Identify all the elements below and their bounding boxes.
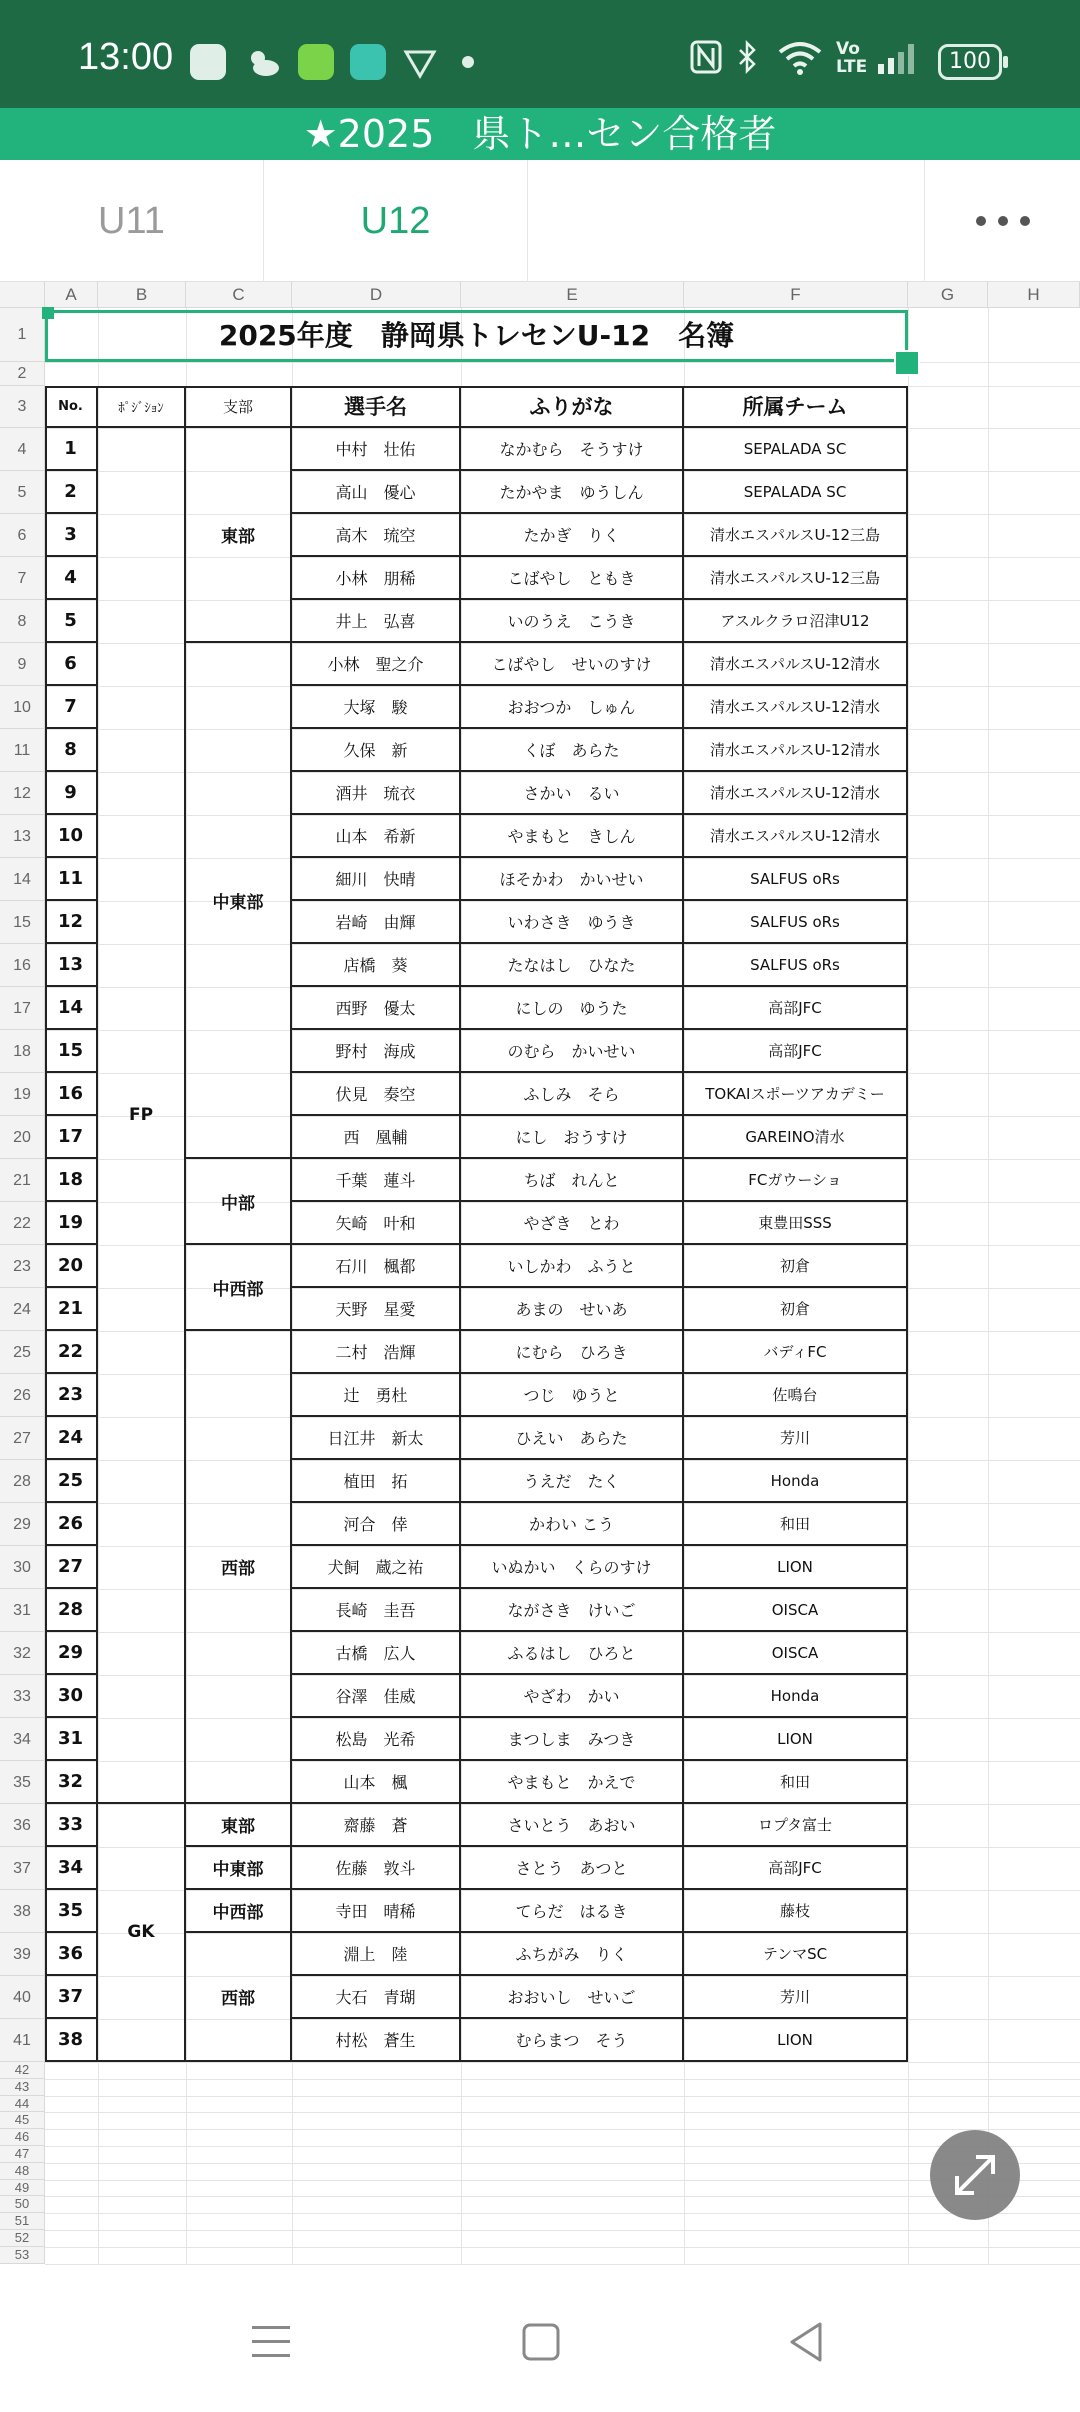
- player-name[interactable]: 山本 楓: [292, 1761, 461, 1804]
- player-team[interactable]: 清水エスパルスU-12三島: [684, 557, 908, 600]
- player-no[interactable]: 2: [45, 471, 98, 514]
- row-header[interactable]: 50: [0, 2196, 45, 2213]
- expand-icon: [930, 2130, 1020, 2220]
- player-name[interactable]: 千葉 蓮斗: [292, 1159, 461, 1202]
- player-team[interactable]: GAREINO清水: [684, 1116, 908, 1159]
- player-furigana[interactable]: たなはし ひなた: [461, 944, 684, 987]
- player-furigana[interactable]: にしの ゆうた: [461, 987, 684, 1030]
- header-team[interactable]: 所属チーム: [684, 386, 908, 428]
- player-no[interactable]: 24: [45, 1417, 98, 1460]
- player-team[interactable]: 高部JFC: [684, 987, 908, 1030]
- row-header[interactable]: 16: [0, 944, 45, 987]
- row-header[interactable]: 20: [0, 1116, 45, 1159]
- row-header[interactable]: 33: [0, 1675, 45, 1718]
- select-all-corner[interactable]: [0, 282, 45, 308]
- row-header[interactable]: 13: [0, 815, 45, 858]
- row-header[interactable]: 34: [0, 1718, 45, 1761]
- player-no[interactable]: 16: [45, 1073, 98, 1116]
- gridline: [45, 2062, 1080, 2063]
- row-header[interactable]: 39: [0, 1933, 45, 1976]
- player-team[interactable]: SALFUS oRs: [684, 858, 908, 901]
- menu-icon[interactable]: [250, 2322, 292, 2366]
- status-time: 13:00: [78, 36, 174, 78]
- player-name[interactable]: 谷澤 佳威: [292, 1675, 461, 1718]
- player-team[interactable]: バディFC: [684, 1331, 908, 1374]
- player-name[interactable]: 大石 青瑚: [292, 1976, 461, 2019]
- player-team[interactable]: ロプタ富士: [684, 1804, 908, 1847]
- player-no[interactable]: 11: [45, 858, 98, 901]
- player-name[interactable]: 石川 楓都: [292, 1245, 461, 1288]
- column-header-b[interactable]: B: [98, 282, 186, 308]
- row-header[interactable]: 10: [0, 686, 45, 729]
- signal-icon: [876, 40, 922, 84]
- player-no[interactable]: 5: [45, 600, 98, 643]
- row-header[interactable]: 31: [0, 1589, 45, 1632]
- player-furigana[interactable]: のむら かいせい: [461, 1030, 684, 1073]
- spreadsheet-grid[interactable]: [0, 282, 1080, 2282]
- player-furigana[interactable]: むらまつ そう: [461, 2019, 684, 2062]
- player-furigana[interactable]: ちば れんと: [461, 1159, 684, 1202]
- row-header[interactable]: 25: [0, 1331, 45, 1374]
- row-header[interactable]: 40: [0, 1976, 45, 2019]
- player-name[interactable]: 植田 拓: [292, 1460, 461, 1503]
- row-header[interactable]: 45: [0, 2112, 45, 2129]
- row-header[interactable]: 47: [0, 2146, 45, 2163]
- player-team[interactable]: 清水エスパルスU-12清水: [684, 686, 908, 729]
- row-header[interactable]: 52: [0, 2230, 45, 2247]
- player-furigana[interactable]: やまもと きしん: [461, 815, 684, 858]
- player-no[interactable]: 15: [45, 1030, 98, 1073]
- branch-group[interactable]: 西部: [186, 1933, 292, 2062]
- branch-group[interactable]: 西部: [186, 1331, 292, 1804]
- row-header[interactable]: 14: [0, 858, 45, 901]
- weather-icon: [244, 44, 280, 80]
- player-name[interactable]: 天野 星愛: [292, 1288, 461, 1331]
- column-header-h[interactable]: H: [988, 282, 1080, 308]
- player-name[interactable]: 山本 希新: [292, 815, 461, 858]
- player-furigana[interactable]: にむら ひろき: [461, 1331, 684, 1374]
- player-furigana[interactable]: おおつか しゅん: [461, 686, 684, 729]
- player-name[interactable]: 矢崎 叶和: [292, 1202, 461, 1245]
- row-header[interactable]: 43: [0, 2079, 45, 2096]
- player-team[interactable]: 芳川: [684, 1417, 908, 1460]
- player-no[interactable]: 4: [45, 557, 98, 600]
- player-name[interactable]: 中村 壮佑: [292, 428, 461, 471]
- player-name[interactable]: 細川 快晴: [292, 858, 461, 901]
- header-no[interactable]: No.: [45, 386, 98, 428]
- player-team[interactable]: 清水エスパルスU-12清水: [684, 772, 908, 815]
- wifi-icon: [778, 40, 822, 84]
- player-name[interactable]: 日江井 新太: [292, 1417, 461, 1460]
- player-furigana[interactable]: まつしま みつき: [461, 1718, 684, 1761]
- player-team[interactable]: FCガウーショ: [684, 1159, 908, 1202]
- sheet-title-cell[interactable]: 2025年度 静岡県トレセンU-12 名簿: [45, 310, 908, 362]
- gridline: [45, 2146, 1080, 2147]
- player-name[interactable]: 犬飼 蔵之祐: [292, 1546, 461, 1589]
- row-header[interactable]: 6: [0, 514, 45, 557]
- player-name[interactable]: 淵上 陸: [292, 1933, 461, 1976]
- player-no[interactable]: 37: [45, 1976, 98, 2019]
- branch-group[interactable]: 東部: [186, 1804, 292, 1847]
- player-furigana[interactable]: やざき とわ: [461, 1202, 684, 1245]
- player-name[interactable]: 岩崎 由輝: [292, 901, 461, 944]
- row-header[interactable]: 51: [0, 2213, 45, 2230]
- header-branch[interactable]: 支部: [186, 386, 292, 428]
- player-no[interactable]: 6: [45, 643, 98, 686]
- column-header-d[interactable]: D: [292, 282, 461, 308]
- player-no[interactable]: 13: [45, 944, 98, 987]
- row-header[interactable]: 46: [0, 2129, 45, 2146]
- player-team[interactable]: 清水エスパルスU-12清水: [684, 729, 908, 772]
- gridline: [45, 2247, 1080, 2248]
- player-furigana[interactable]: いぬかい くらのすけ: [461, 1546, 684, 1589]
- notification-icon: [402, 44, 438, 80]
- row-header[interactable]: 42: [0, 2062, 45, 2079]
- player-no[interactable]: 29: [45, 1632, 98, 1675]
- gridline: [45, 2129, 1080, 2130]
- position-group-fp[interactable]: FP: [98, 428, 186, 1804]
- row-header[interactable]: 29: [0, 1503, 45, 1546]
- row-header[interactable]: 49: [0, 2180, 45, 2197]
- player-no[interactable]: 1: [45, 428, 98, 471]
- player-no[interactable]: 26: [45, 1503, 98, 1546]
- player-team[interactable]: TOKAIスポーツアカデミー: [684, 1073, 908, 1116]
- player-no[interactable]: 14: [45, 987, 98, 1030]
- player-no[interactable]: 28: [45, 1589, 98, 1632]
- row-header[interactable]: 7: [0, 557, 45, 600]
- player-furigana[interactable]: いわさき ゆうき: [461, 901, 684, 944]
- player-team[interactable]: 藤枝: [684, 1890, 908, 1933]
- dot-icon: [462, 56, 474, 68]
- player-name[interactable]: 長崎 圭吾: [292, 1589, 461, 1632]
- gridline: [45, 2112, 1080, 2113]
- player-no[interactable]: 31: [45, 1718, 98, 1761]
- gridline: [45, 2163, 1080, 2164]
- player-furigana[interactable]: やまもと かえで: [461, 1761, 684, 1804]
- player-team[interactable]: 清水エスパルスU-12清水: [684, 815, 908, 858]
- player-team[interactable]: 清水エスパルスU-12三島: [684, 514, 908, 557]
- expand-button[interactable]: [930, 2130, 1020, 2220]
- player-name[interactable]: 店橋 葵: [292, 944, 461, 987]
- row-header[interactable]: 15: [0, 901, 45, 944]
- more-horizontal-icon[interactable]: [924, 160, 1080, 282]
- player-team[interactable]: 和田: [684, 1761, 908, 1804]
- row-header[interactable]: 19: [0, 1073, 45, 1116]
- player-name[interactable]: 古橋 広人: [292, 1632, 461, 1675]
- player-name[interactable]: 村松 蒼生: [292, 2019, 461, 2062]
- battery-icon: 100: [938, 44, 1002, 80]
- player-no[interactable]: 35: [45, 1890, 98, 1933]
- player-name[interactable]: 酒井 琉衣: [292, 772, 461, 815]
- player-furigana[interactable]: うえだ たく: [461, 1460, 684, 1503]
- gridline: [988, 308, 989, 2264]
- row-header[interactable]: 44: [0, 2096, 45, 2113]
- player-team[interactable]: SALFUS oRs: [684, 901, 908, 944]
- row-header[interactable]: 35: [0, 1761, 45, 1804]
- branch-group[interactable]: 中部: [186, 1159, 292, 1245]
- back-icon[interactable]: [786, 2320, 826, 2368]
- player-name[interactable]: 野村 海成: [292, 1030, 461, 1073]
- player-furigana[interactable]: いしかわ ふうと: [461, 1245, 684, 1288]
- column-header-c[interactable]: C: [186, 282, 292, 308]
- player-name[interactable]: 河合 倖: [292, 1503, 461, 1546]
- row-header[interactable]: 11: [0, 729, 45, 772]
- tab-u11[interactable]: U11: [0, 160, 264, 282]
- player-team[interactable]: 高部JFC: [684, 1030, 908, 1073]
- player-furigana[interactable]: たかやま ゆうしん: [461, 471, 684, 514]
- player-name[interactable]: 齋藤 蒼: [292, 1804, 461, 1847]
- selection-handle[interactable]: [894, 350, 920, 376]
- player-no[interactable]: 34: [45, 1847, 98, 1890]
- player-no[interactable]: 32: [45, 1761, 98, 1804]
- gridline: [45, 2213, 1080, 2214]
- player-team[interactable]: 清水エスパルスU-12清水: [684, 643, 908, 686]
- player-furigana[interactable]: さとう あつと: [461, 1847, 684, 1890]
- column-header-a[interactable]: A: [45, 282, 98, 308]
- row-header[interactable]: 9: [0, 643, 45, 686]
- volte-icon: Vo LTE: [836, 39, 868, 77]
- row-header[interactable]: 26: [0, 1374, 45, 1417]
- branch-group[interactable]: 東部: [186, 428, 292, 643]
- player-no[interactable]: 22: [45, 1331, 98, 1374]
- player-name[interactable]: 久保 新: [292, 729, 461, 772]
- player-furigana[interactable]: にし おうすけ: [461, 1116, 684, 1159]
- gridline: [45, 2096, 1080, 2097]
- player-name[interactable]: 寺田 晴稀: [292, 1890, 461, 1933]
- player-team[interactable]: OISCA: [684, 1632, 908, 1675]
- player-name[interactable]: 井上 弘喜: [292, 600, 461, 643]
- home-icon[interactable]: [521, 2322, 561, 2366]
- player-furigana[interactable]: さいとう あおい: [461, 1804, 684, 1847]
- player-furigana[interactable]: なかむら そうすけ: [461, 428, 684, 471]
- player-no[interactable]: 30: [45, 1675, 98, 1718]
- row-header[interactable]: 2: [0, 362, 45, 386]
- player-team[interactable]: テンマSC: [684, 1933, 908, 1976]
- branch-group[interactable]: 中東部: [186, 643, 292, 1159]
- player-furigana[interactable]: こばやし せいのすけ: [461, 643, 684, 686]
- row-header[interactable]: 17: [0, 987, 45, 1030]
- branch-group[interactable]: 中西部: [186, 1245, 292, 1331]
- player-team[interactable]: 東豊田SSS: [684, 1202, 908, 1245]
- row-header[interactable]: 41: [0, 2019, 45, 2062]
- navigation-bar: [0, 2282, 1080, 2412]
- player-no[interactable]: 9: [45, 772, 98, 815]
- row-header[interactable]: 12: [0, 772, 45, 815]
- row-header[interactable]: 24: [0, 1288, 45, 1331]
- player-name[interactable]: 辻 勇杜: [292, 1374, 461, 1417]
- status-bar: [0, 0, 1080, 108]
- row-header[interactable]: 27: [0, 1417, 45, 1460]
- player-name[interactable]: 小林 朋稀: [292, 557, 461, 600]
- row-header[interactable]: 48: [0, 2163, 45, 2180]
- row-header[interactable]: 38: [0, 1890, 45, 1933]
- player-furigana[interactable]: てらだ はるき: [461, 1890, 684, 1933]
- tab-u12[interactable]: U12: [264, 160, 528, 282]
- gridline: [45, 2230, 1080, 2231]
- chat-icon: [350, 44, 386, 80]
- player-no[interactable]: 7: [45, 686, 98, 729]
- gridline: [45, 2196, 1080, 2197]
- player-furigana[interactable]: ひえい あらた: [461, 1417, 684, 1460]
- player-no[interactable]: 25: [45, 1460, 98, 1503]
- player-team[interactable]: Honda: [684, 1675, 908, 1718]
- player-no[interactable]: 18: [45, 1159, 98, 1202]
- player-team[interactable]: LION: [684, 2019, 908, 2062]
- player-furigana[interactable]: ながさき けいご: [461, 1589, 684, 1632]
- gridline: [45, 2264, 1080, 2265]
- gridline: [45, 2180, 1080, 2181]
- row-header[interactable]: 5: [0, 471, 45, 514]
- heart-app-icon: [190, 44, 226, 80]
- player-furigana[interactable]: あまの せいあ: [461, 1288, 684, 1331]
- row-header[interactable]: 3: [0, 386, 45, 428]
- gridline: [908, 308, 909, 2264]
- player-furigana[interactable]: つじ ゆうと: [461, 1374, 684, 1417]
- player-furigana[interactable]: おおいし せいご: [461, 1976, 684, 2019]
- player-no[interactable]: 3: [45, 514, 98, 557]
- player-team[interactable]: SEPALADA SC: [684, 428, 908, 471]
- player-name[interactable]: 松島 光希: [292, 1718, 461, 1761]
- row-header[interactable]: 21: [0, 1159, 45, 1202]
- row-header[interactable]: 30: [0, 1546, 45, 1589]
- bluetooth-icon: [736, 40, 760, 84]
- row-header[interactable]: 32: [0, 1632, 45, 1675]
- column-header-e[interactable]: E: [461, 282, 684, 308]
- player-team[interactable]: 佐鳴台: [684, 1374, 908, 1417]
- selection-handle[interactable]: [42, 307, 54, 319]
- player-no[interactable]: 19: [45, 1202, 98, 1245]
- player-no[interactable]: 21: [45, 1288, 98, 1331]
- player-furigana[interactable]: たかぎ りく: [461, 514, 684, 557]
- player-no[interactable]: 20: [45, 1245, 98, 1288]
- player-furigana[interactable]: くぼ あらた: [461, 729, 684, 772]
- gridline: [45, 2079, 1080, 2080]
- player-team[interactable]: LION: [684, 1546, 908, 1589]
- player-team[interactable]: 初倉: [684, 1288, 908, 1331]
- row-header[interactable]: 23: [0, 1245, 45, 1288]
- player-furigana[interactable]: ふちがみ りく: [461, 1933, 684, 1976]
- player-name[interactable]: 小林 聖之介: [292, 643, 461, 686]
- player-no[interactable]: 10: [45, 815, 98, 858]
- player-name[interactable]: 西野 優太: [292, 987, 461, 1030]
- player-no[interactable]: 38: [45, 2019, 98, 2062]
- row-header[interactable]: 53: [0, 2247, 45, 2264]
- player-team[interactable]: 初倉: [684, 1245, 908, 1288]
- row-header[interactable]: 37: [0, 1847, 45, 1890]
- player-team[interactable]: アスルクラロ沼津U12: [684, 600, 908, 643]
- player-no[interactable]: 27: [45, 1546, 98, 1589]
- player-team[interactable]: LION: [684, 1718, 908, 1761]
- player-team[interactable]: OISCA: [684, 1589, 908, 1632]
- player-furigana[interactable]: やざわ かい: [461, 1675, 684, 1718]
- player-name[interactable]: 二村 浩輝: [292, 1331, 461, 1374]
- player-no[interactable]: 8: [45, 729, 98, 772]
- document-title: ★2025 県ト…セン合格者: [0, 108, 1080, 160]
- row-header[interactable]: 1: [0, 308, 45, 362]
- player-furigana[interactable]: ふるはし ひろと: [461, 1632, 684, 1675]
- app-icon: [298, 44, 334, 80]
- player-team[interactable]: SEPALADA SC: [684, 471, 908, 514]
- player-no[interactable]: 36: [45, 1933, 98, 1976]
- column-header-g[interactable]: G: [908, 282, 988, 308]
- player-no[interactable]: 12: [45, 901, 98, 944]
- player-furigana[interactable]: ほそかわ かいせい: [461, 858, 684, 901]
- header-position[interactable]: ﾎﾟｼﾞｼｮﾝ: [98, 386, 186, 428]
- player-furigana[interactable]: こばやし ともき: [461, 557, 684, 600]
- player-team[interactable]: SALFUS oRs: [684, 944, 908, 987]
- player-team[interactable]: 和田: [684, 1503, 908, 1546]
- nfc-icon: [690, 40, 722, 82]
- player-name[interactable]: 佐藤 敦斗: [292, 1847, 461, 1890]
- row-header[interactable]: 22: [0, 1202, 45, 1245]
- header-furigana[interactable]: ふりがな: [461, 386, 684, 428]
- row-header[interactable]: 8: [0, 600, 45, 643]
- header-name[interactable]: 選手名: [292, 386, 461, 428]
- row-header[interactable]: 36: [0, 1804, 45, 1847]
- gridline: [45, 362, 1080, 363]
- row-header[interactable]: 28: [0, 1460, 45, 1503]
- player-name[interactable]: 高木 琉空: [292, 514, 461, 557]
- player-no[interactable]: 17: [45, 1116, 98, 1159]
- player-furigana[interactable]: かわい こう: [461, 1503, 684, 1546]
- player-furigana[interactable]: いのうえ こうき: [461, 600, 684, 643]
- position-group-gk[interactable]: GK: [98, 1804, 186, 2062]
- player-no[interactable]: 23: [45, 1374, 98, 1417]
- sheet-tabs: [0, 160, 1080, 282]
- player-name[interactable]: 西 凰輔: [292, 1116, 461, 1159]
- branch-group[interactable]: 中東部: [186, 1847, 292, 1890]
- player-furigana[interactable]: さかい るい: [461, 772, 684, 815]
- branch-group[interactable]: 中西部: [186, 1890, 292, 1933]
- player-team[interactable]: 芳川: [684, 1976, 908, 2019]
- player-team[interactable]: Honda: [684, 1460, 908, 1503]
- player-no[interactable]: 33: [45, 1804, 98, 1847]
- player-name[interactable]: 伏見 奏空: [292, 1073, 461, 1116]
- row-header[interactable]: 18: [0, 1030, 45, 1073]
- player-name[interactable]: 高山 優心: [292, 471, 461, 514]
- row-header[interactable]: 4: [0, 428, 45, 471]
- player-team[interactable]: 高部JFC: [684, 1847, 908, 1890]
- column-header-f[interactable]: F: [684, 282, 908, 308]
- player-name[interactable]: 大塚 駿: [292, 686, 461, 729]
- player-furigana[interactable]: ふしみ そら: [461, 1073, 684, 1116]
